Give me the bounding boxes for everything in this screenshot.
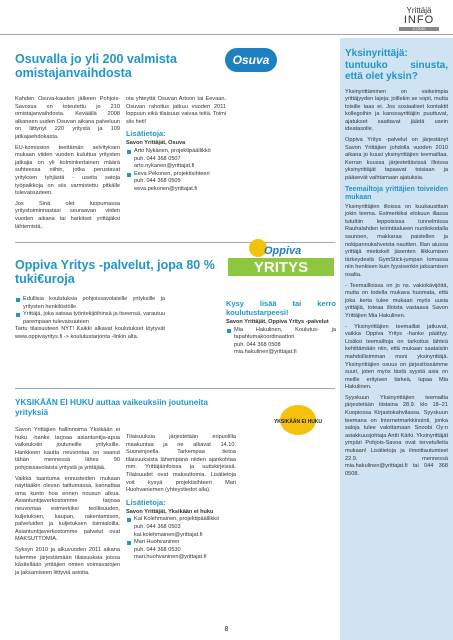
side-subtitle: Teemailtoja yrittäjien toiveiden mukaan	[345, 185, 448, 201]
side-p3: Yksinyrittäjien illoissa on kuukausittain jokin teema. Esimerkiksi elokuun illassa tututtiin leppoisissa tunnelmissa Rauhalahden leirintäalueen nuotiokodalla saunoen, makkaraa paistellen ja nokipannukahveista nauttien. Illan aiussa yrittäjä mietiskeli jäsenten liikkumisen tärkeydestä GymStick-jumpan lomassa niin henkisen kuin fyysisenkin jaksamisen osalta.	[345, 203, 448, 278]
osuva-contact-2: Eeva Pekonen, projektisihteeri	[126, 171, 226, 179]
osuva-p1: Kahden Osuva-kauden jälkeen Pohjois-Savossa on toteutettu jo 210 omistajanvaihdosta. Keväällä 2008 alkaneen uuden Osuvan aikana palveluun on liittynyt 220 yritystä ja 109 jatkajaehdokasta.	[15, 96, 120, 140]
side-p5: - Yksinyrittäjien teemaillat jatkuvat, vaikka Oppiva Yritys -hanke päättyy. Lisäksi teemailtoja on tarkoitus lähteä kehittämään niin, että mukaan saataisiin mahdollisimman moni yksinyrittäjä. Yksinyrittäjien osuus on järjestössämme suuri, joten myös tästä syystä asia on meille erityisen tärkeä, lupaa Mia Hakulinen.	[345, 323, 448, 391]
page-number: 8	[224, 626, 229, 633]
ykk-contact-1-email[interactable]: kai.kolehmainen@yrittajat.fi	[134, 531, 203, 538]
ykk-info-title: Lisätietoja:	[126, 497, 166, 507]
ykk-title: YKSIKÄÄN EI HUKU auttaa vaikeuksiin joutuneita yrityksiä	[15, 398, 208, 417]
svg-text:Oppiva: Oppiva	[264, 245, 302, 257]
osuva-org: Savon Yrittäjät, Osuva	[126, 140, 186, 147]
oppiva-contact-1-phone: puh. 044 368 0508	[234, 341, 281, 348]
svg-text:YKSIKÄÄN EI HUKU: YKSIKÄÄN EI HUKU	[273, 419, 323, 425]
ykk-p3: Syksyn 2010 ja alkuvuoden 2011 aikana tulemme järjestämään tilaisuuksia joissa käsitellään yrittäjien omien voimavarojen ja jaksamiseen liittyviä asioita.	[15, 546, 120, 576]
top-divider	[0, 34, 453, 35]
oppiva-bullet-2: Yrittäjä, joka satsaa työntekijöihinsä ja itseensä, varautuu parempaan tulevaisuuteen	[15, 311, 165, 326]
masthead-brand: Yrittäjä	[406, 6, 432, 15]
oppiva-question-title: Kysy lisää tai kerro koulutustarpeesi!	[226, 299, 336, 317]
side-p6: Syyskuun Yksinyrittäjien teemailta järjestetään tiistaina 28.9. klo 18–21 Kuopiossa Kirjastokahvilassa. Syyskuun teemana on Internetmarkkinointi, jonka saloja tulee valottamaan Snoobi Oy:n asiakkuusjohtaja Antti Kärki. Yksinyrittäjät ympäri Pohjois-Savoa ovat tervetulleita mukaan! Lisätietoja ja ilmoittautumiset 22.9. mennessä mia.hakulinen@yrittajat.fi tai 044 368 0508.	[345, 394, 448, 477]
side-p1: Yksinyrittäminen on vaikeimpia yrittäjyyden lajeja; joillekin se sopii, mutta toisille taas ei. Jos sosiaaliset kontaktit kollegoihin ja kanssayrittäjiin puuttuvat, ajatukset saattavat jäädä usein ideatasolle.	[345, 88, 448, 133]
side-p2: Oppiva Yritys -palvelut on järjestänyt Savon Yrittäjien johdolla vuoden 2010 aikana jo kuusi yksinyrittäjien teemailtaa. Kerran kuussa järjestettävissä illoissa yksinyrittäjät tapaavat toisiaan ja pääsevät vaihtamaan ajatuksia.	[345, 137, 448, 182]
oppiva-contact-1-email[interactable]: mia.hakulinen@yrittajat.fi	[234, 349, 297, 356]
osuva-title: Osuvalla jo yli 200 valmista omistajanvaihdosta	[15, 52, 177, 80]
side-p4: - Teemailloissa on jo ns. vakiokävijöitä, mutta on todella mukava huomata, että joka kerta tulee mukaan myös uusia yrittäjiä, toteaa illoista vastaava Savon Yrittäjien Mia Hakulinen.	[345, 282, 448, 319]
osuva-logo: Osuva	[225, 48, 277, 72]
ykk-contact-2-email[interactable]: mari.huohvaninen@yrittajat.fi	[134, 554, 207, 561]
oppiva-p1: Tartu tilaisuuteen NYT! Kaikki alkavat koulutukset löytyvät www.oppivayritys.fi -> koulutustarjonta -linkin alta.	[15, 326, 165, 340]
ykk-p2: Vaikka taantuma ennusteiden mukaan näyttääkin olevan taittumassa, kannattaa oma kunto hoa ennen nousun alkua. Asiantuntijaverkostomme tarjoaa neuvontaa esimerkiksi teollisuuden, kuljetuksen, kaupan, rakentamisen, palveluiden ja kuljetuksen toimialoilla. Asiantuntijaverkostomme palvelut ovat MAKSUTTOMIA.	[15, 475, 120, 543]
oppiva-org: Savon Yrittäjät, Oppiva Yritys -palvelut	[226, 319, 329, 325]
side-title: Yksinyrittäjä: tuntuuko sinusta, että olet yksin?	[345, 48, 448, 82]
ykk-p4: Tilaisuuksia järjestetään eripuolilla maakuntaa ja ne alkavat 14.10. Suonenjoella. Tarkempaa tietoa tilaisuuksista lähempänä niiden ajankohtaa mm. Yrittäjäinfoissa ja uutiskirjeissä. Tilaisuudet ovat maksuttomia. Lisätietoja voit kysyä projektisihteeri Mari Huohvaniemen (yhteystiedot alla).	[126, 434, 236, 494]
ykk-contact-2: Mari Huohvaninen	[126, 539, 236, 547]
oppiva-bullet-1: Edullisia koulutuksia pohjoissavolaisille yrityksille ja yritysten henkilöstölle	[15, 296, 165, 311]
oppiva-logo	[226, 234, 336, 284]
oppiva-contact-1: Mia Hakulinen, Koulutus- ja tapahtumakoordinaattori	[226, 327, 336, 342]
ykk-contact-2-phone: puh. 044 368 0530	[134, 546, 181, 553]
masthead	[399, 6, 439, 31]
ykk-contact-1-phone: puh. 044 368 0503	[134, 523, 181, 530]
osuva-contact-1-email[interactable]: arto.nykanen@yrittajat.fi	[134, 163, 195, 170]
osuva-contact-2-email[interactable]: eeva.pekonen@yrittajat.fi	[134, 185, 198, 192]
ykk-logo	[270, 398, 325, 438]
osuva-info-title: Lisätietoja:	[126, 129, 166, 139]
osuva-contact-1-phone: puh. 044 368 0507	[134, 155, 181, 162]
divider	[15, 388, 335, 389]
ykk-org: Savon Yrittäjät, Yksikään ei huku	[126, 508, 214, 515]
svg-text:YRITYS: YRITYS	[253, 259, 309, 276]
osuva-contact-2-phone: puh. 044 368 0505	[134, 178, 181, 185]
osuva-p4: ota yhteyttä Osuvan Artoon tai Eevaan. Osuvan rahoitus jatkuu vuoden 2011 loppuun eikä tilaisuus vaivaa teitä. Toimi siis heti!	[126, 96, 226, 125]
osuva-p3: Jos Sinä olet luopumassa yritystoiminnastasi seuraavan viiden vuoden aikana tai harkitset yrittäjäksi lähtemistä,	[15, 200, 120, 230]
masthead-title: INFO	[403, 14, 435, 26]
oppiva-title: Oppiva Yritys -palvelut, jopa 80 % tuki€uroja	[15, 258, 215, 286]
osuva-p2: EU-komission teettämän selvityksen mukaan viiden vuoden kuluttua yritysten jatkajia on yli kolminkertainen määrä suhteessa niihin, jotka perustavat yrityksen tyhjästä - useita satoja työpaikkoja on siis varmistettu pitkälle tulevaisuuteen.	[15, 144, 120, 197]
ykk-p1: Savon Yrittäjien hallinnoima Yksikään ei huku -hanke tarjoaa asiantuntija-apua vaikeuksiin joutuneille yrityksille. Hankkeen kautta neuvontaa on saanut tähän mennessä lähes 90 pohjoissavolaista yritystä ja yrittäjää.	[15, 427, 120, 471]
osuva-contact-1: Arto Nykänen, projektipäällikkö	[126, 148, 226, 156]
masthead-issue: 4 | 2010	[399, 27, 439, 31]
ykk-contact-1: Kai Kolehmainen, projektipäällikkö	[126, 516, 236, 524]
